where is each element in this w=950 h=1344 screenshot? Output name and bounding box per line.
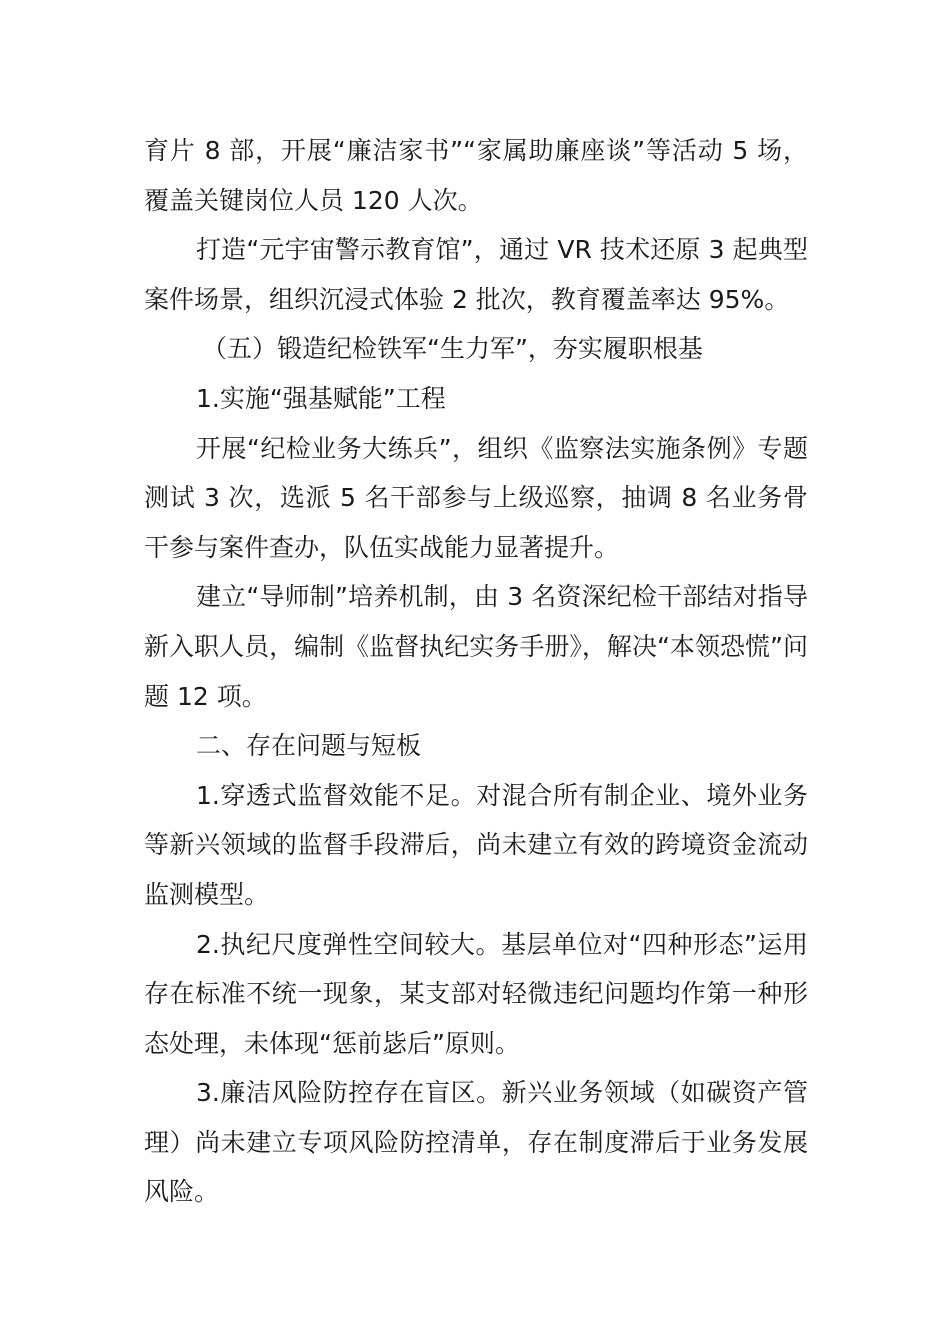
subheading-strengthen-foundation: 1.实施“强基赋能”工程 [196,383,446,413]
paragraph-training: 开展“纪检业务大练兵”，组织《监察法实施条例》专题测试 3 次，选派 5 名干部参与上级巡察，抽调 8 名业务骨干参与案件查办，队伍实战能力显著提升。 [144,433,808,562]
section-heading-problems: 二、存在问题与短板 [196,731,422,761]
problem-item-1: 1.穿透式监督效能不足。对混合所有制企业、境外业务等新兴领域的监督手段滞后，尚未建立有效的跨境资金流动监测模型。 [144,780,808,909]
paragraph-mentor-system: 建立“导师制”培养机制，由 3 名资深纪检干部结对指导新入职人员，编制《监督执纪实务手册》，解决“本领恐慌”问题 12 项。 [144,582,808,711]
document-body [144,126,808,1217]
paragraph-continuation: 育片 8 部，开展“廉洁家书”“家属助廉座谈”等活动 5 场，覆盖关键岗位人员 120 人次。 [144,136,808,215]
problem-item-3: 3.廉洁风险防控存在盲区。新兴业务领域（如碳资产管理）尚未建立专项风险防控清单，存在制度滞后于业务发展风险。 [144,1078,808,1207]
paragraph-metaverse-hall: 打造“元宇宙警示教育馆”，通过 VR 技术还原 3 起典型案件场景，组织沉浸式体验 2 批次，教育覆盖率达 95%。 [144,235,808,314]
problem-item-2: 2.执纪尺度弹性空间较大。基层单位对“四种形态”运用存在标准不统一现象，某支部对轻微违纪问题均作第一种形态处理，未体现“惩前毖后”原则。 [144,929,808,1058]
section-heading-five: （五）锻造纪检铁军“生力军”，夯实履职根基 [202,334,703,364]
